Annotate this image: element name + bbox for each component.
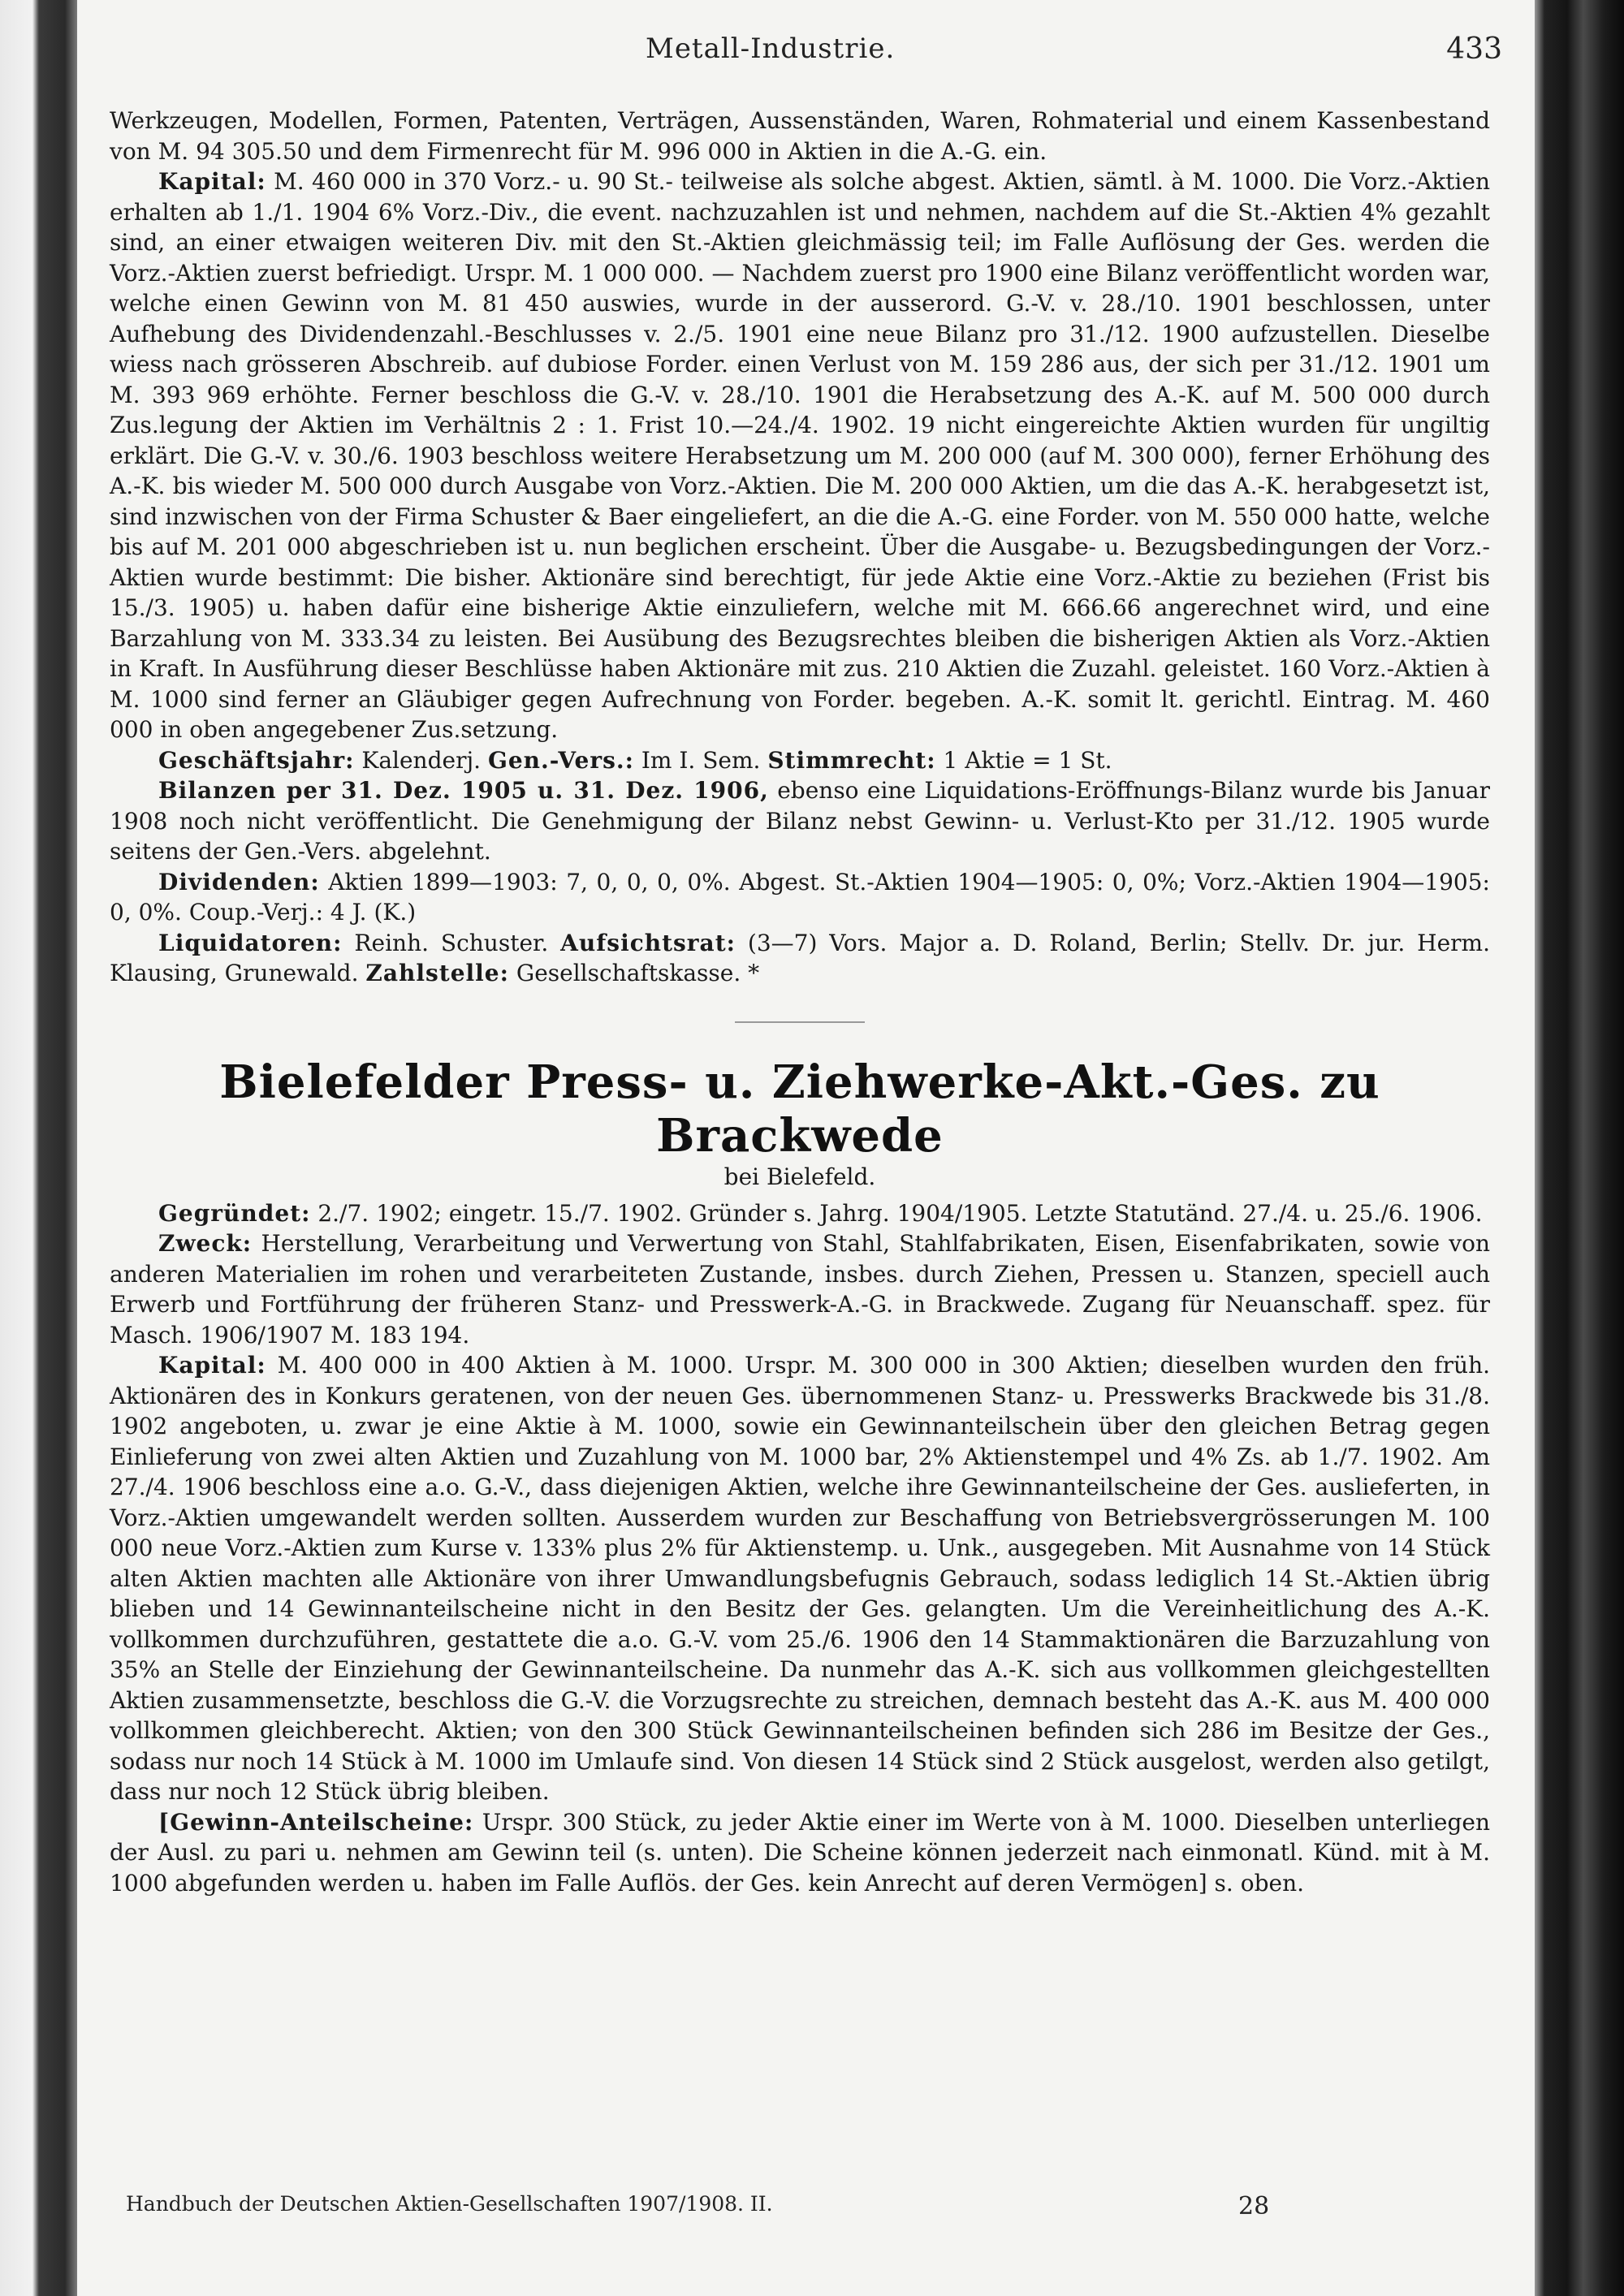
stimmrecht-text: 1 Aktie = 1 St.	[943, 746, 1112, 774]
book-page	[77, 0, 1535, 2296]
bilanzen-text: ebenso eine Liquidations-Eröffnungs-Bilanz wurde bis Januar 1908 noch nicht veröffentlicht. Die Genehmigung der Bilanz nebst Gewinn- u. Verlust-Kto per 31./12. 1905 wurde seitens der Gen.-Vers. abgelehnt.	[110, 777, 1490, 865]
gen-vers-text: Im I. Sem.	[641, 746, 761, 774]
kapital-text: M. 460 000 in 370 Vorz.- u. 90 St.- teilweise als solche abgest. Aktien, sämtl. à M. 1000. Die Vorz.-Aktien erhalten ab 1./1. 1904 6% Vorz.-Div., die event. nachzuzahlen ist und nehmen, nachdem auf die St.-Aktien 4% gezahlt sind, an einer etwaigen weiteren Div. mit den St.-Aktien gleichmässig teil; im Falle Auflösung der Ges. werden die Vorz.-Aktien zuerst befriedigt. Urspr. M. 1 000 000. — Nachdem zuerst pro 1900 eine Bilanz veröffentlicht worden war, welche einen Gewinn von M. 81 450 auswies, wurde in der ausserord. G.-V. v. 28./10. 1901 beschlossen, unter Aufhebung des Dividendenzahl.-Beschlusses v. 2./5. 1901 eine neue Bilanz pro 31./12. 1900 aufzustellen. Dieselbe wiess nach grösseren Abschreib. auf dubiose Forder. einen Verlust von M. 159 286 aus, der sich per 31./12. 1901 um M. 393 969 erhöhte. Ferner beschloss die G.-V. v. 28./10. 1901 die Herabsetzung des A.-K. auf M. 500 000 durch Zus.legung der Aktien im Verhältnis 2 : 1. Frist 10.—24./4. 1902. 19 nicht eingereichte Aktien wurden für ungiltig erklärt. Die G.-V. v. 30./6. 1903 beschloss weitere Herabsetzung um M. 200 000 (auf M. 300 000), ferner Erhöhung des A.-K. bis wieder M. 500 000 durch Ausgabe von Vorz.-Aktien. Die M. 200 000 Aktien, um die das A.-K. herabgesetzt ist, sind inzwischen von der Firma Schuster & Baer eingeliefert, an die die A.-G. eine Forder. von M. 550 000 hatte, welche bis auf M. 201 000 abgeschrieben ist u. nun beglichen erscheint. Über die Ausgabe- u. Bezugsbedingungen der Vorz.-Aktien wurde bestimmt: Die bisher. Aktionäre sind berechtigt, für jede Aktie eine Vorz.-Aktie zu beziehen (Frist bis 15./3. 1905) u. haben dafür eine bisherige Aktie einzuliefern, welche mit M. 666.66 angerechnet wird, und eine Barzahlung von M. 333.34 zu leisten. Bei Ausübung des Bezugsrechtes bleiben die bisherigen Aktien als Vorz.-Aktien in Kraft. In Ausführung dieser Beschlüsse haben Aktionäre mit zus. 210 Aktien die Zuzahl. geleistet. 160 Vorz.-Aktien à M. 1000 sind ferner an Gläubiger gegen Aufrechnung von Forder. begeben. A.-K. somit lt. gerichtl. Eintrag. M. 460 000 in oben angegebener Zus.setzung.	[110, 168, 1490, 743]
gegruendet-text: 2./7. 1902; eingetr. 15./7. 1902. Gründer s. Jahrg. 1904/1905. Letzte Statutänd. 27./4. u. 25./6. 1906.	[317, 1199, 1483, 1227]
kapital-label: Kapital:	[158, 168, 266, 195]
geschaeftsjahr-label: Geschäftsjahr:	[158, 746, 355, 774]
paragraph-officers	[110, 928, 1490, 989]
aufsichtsrat-label: Aufsichtsrat:	[560, 929, 736, 956]
paragraph-kapital-1	[110, 166, 1490, 745]
page-body	[110, 106, 1490, 1898]
kapital-text-2: M. 400 000 in 400 Aktien à M. 1000. Urspr. M. 300 000 in 300 Aktien; dieselben wurden den früh. Aktionären des in Konkurs geratenen, von der neuen Ges. übernommenen Stanz- u. Presswerks Brackwede bis 31./8. 1902 angeboten, u. zwar je eine Aktie à M. 1000, sowie ein Gewinnanteilschein über den gleichen Betrag gegen Einlieferung von zwei alten Aktien und Zuzahlung von M. 1000 bar, 2% Aktienstempel und 4% Zs. ab 1./7. 1902. Am 27./4. 1906 beschloss eine a.o. G.-V., dass diejenigen Aktien, welche ihre Gewinnanteilscheine der Ges. auslieferten, in Vorz.-Aktien umgewandelt werden sollten. Ausserdem wurden zur Beschaffung von Betriebsvergrösserungen M. 100 000 neue Vorz.-Aktien zum Kurse v. 133% plus 2% für Aktienstemp. u. Unk., ausgegeben. Mit Ausnahme von 14 Stück alten Aktien machten alle Aktionäre von ihrer Umwandlungsbefugnis Gebrauch, sodass lediglich 14 St.-Aktien übrig blieben und 14 Gewinnanteilscheine nicht in den Besitz der Ges. gelangten. Um die Vereinheitlichung des A.-K. vollkommen durchzuführen, gestattete die a.o. G.-V. vom 25./6. 1906 den 14 Stammaktionären die Barzuzahlung von 35% an Stelle der Einziehung der Gewinnanteilscheine. Da nunmehr das A.-K. sich aus vollkommen gleichgestellten Aktien zusammensetzte, beschloss die G.-V. die Vorzugsrechte zu streichen, demnach besteht das A.-K. aus M. 400 000 vollkommen gleichberecht. Aktien; von den 300 Stück Gewinnanteilscheinen befinden sich 286 im Besitze der Ges., sodass nur noch 14 Stück à M. 1000 im Umlaufe sind. Von diesen 14 Stück sind 2 Stück ausgelost, werden also getilgt, dass nur noch 12 Stück übrig bleiben.	[110, 1352, 1490, 1805]
paragraph-gegruendet	[110, 1198, 1490, 1229]
paragraph-dividenden	[110, 867, 1490, 928]
liquidatoren-label: Liquidatoren:	[158, 929, 343, 956]
paragraph-zweck	[110, 1228, 1490, 1350]
geschaeftsjahr-text: Kalenderj.	[361, 746, 482, 774]
paragraph-gewinnanteilscheine	[110, 1807, 1490, 1899]
scan-right-edge	[1535, 0, 1624, 2296]
company-title: Bielefelder Press- u. Ziehwerke-Akt.-Ges. zu Brackwede	[219, 1055, 1380, 1163]
page-number: 433	[1446, 32, 1502, 66]
paragraph-meeting-facts	[110, 745, 1490, 776]
zahlstelle-text: Gesellschaftskasse. *	[516, 960, 760, 986]
gen-vers-label: Gen.-Vers.:	[487, 746, 634, 774]
footer-signature: 28	[1238, 2192, 1270, 2220]
page-header	[77, 32, 1535, 73]
gewinnanteilscheine-label: [Gewinn-Anteilscheine:	[158, 1808, 474, 1836]
page-footer	[126, 2192, 1506, 2225]
company-subtitle: bei Bielefeld.	[723, 1163, 876, 1190]
dividenden-label: Dividenden:	[158, 868, 320, 896]
bilanzen-label: Bilanzen per 31. Dez. 1905 u. 31. Dez. 1906,	[158, 777, 769, 804]
scan-left-edge	[0, 0, 77, 2296]
paragraph-intro: Werkzeugen, Modellen, Formen, Patenten, Verträgen, Aussenständen, Waren, Rohmaterial und einem Kassenbestand von M. 94 305.50 und dem Firmenrecht für M. 996 000 in Aktien in die A.-G. ein.	[110, 107, 1490, 165]
gewinnanteilscheine-text: Urspr. 300 Stück, zu jeder Aktie einer im Werte von à M. 1000. Dieselben unterliegen der Ausl. zu pari u. nehmen am Gewinn teil (s. unten). Die Scheine können jederzeit nach einmonatl. Künd. mit à M. 1000 abgefunden werden u. haben im Falle Auflös. der Ges. kein Anrecht auf deren Vermögen] s. oben.	[110, 1808, 1490, 1897]
liquidatoren-text: Reinh. Schuster.	[354, 929, 549, 956]
paragraph-bilanzen	[110, 775, 1490, 867]
kapital-label-2: Kapital:	[158, 1352, 266, 1379]
aufsichtsrat-text: (3—7) Vors. Major a. D. Roland, Berlin; Stellv. Dr. jur. Herm. Klausing, Grunewald.	[110, 929, 1490, 986]
section-divider	[735, 1021, 865, 1023]
zweck-label: Zweck:	[158, 1230, 253, 1257]
footer-book-title: Handbuch der Deutschen Aktien-Gesellschaften 1907/1908. II.	[126, 2192, 773, 2216]
stimmrecht-label: Stimmrecht:	[767, 746, 936, 774]
running-title: Metall-Industrie.	[646, 32, 896, 65]
gegruendet-label: Gegründet:	[158, 1199, 311, 1227]
paragraph-kapital-2	[110, 1350, 1490, 1807]
dividenden-text: Aktien 1899—1903: 7, 0, 0, 0, 0%. Abgest. St.-Aktien 1904—1905: 0, 0%; Vorz.-Aktien 1904—1905: 0, 0%. Coup.-Verj.: 4 J. (K.)	[110, 868, 1490, 926]
zahlstelle-label: Zahlstelle:	[365, 960, 509, 986]
zweck-text: Herstellung, Verarbeitung und Verwertung von Stahl, Stahlfabrikaten, Eisen, Eisenfabrikaten, sowie von anderen Materialien im rohen und verarbeiteten Zustande, insbes. durch Ziehen, Pressen u. Stanzen, speciell auch Erwerb und Fortführung der früheren Stanz- und Presswerk-A.-G. in Brackwede. Zugang für Neuanschaff. spez. für Masch. 1906/1907 M. 183 194.	[110, 1230, 1490, 1349]
